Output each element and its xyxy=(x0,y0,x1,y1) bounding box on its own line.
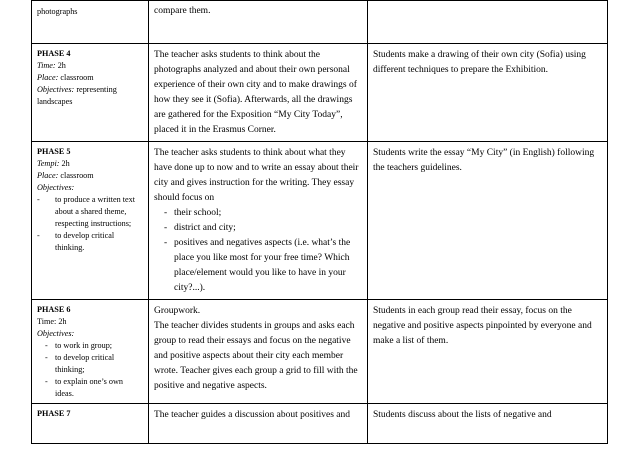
cell-phase xyxy=(32,142,149,300)
phase-objectives: Objectives: representing landscapes xyxy=(37,85,117,106)
cell-phase xyxy=(32,44,149,142)
objectives-list xyxy=(37,194,143,254)
cell-teacher xyxy=(149,404,368,444)
list-item: - their school; xyxy=(164,206,362,221)
list-item: - to produce a written text about a shared theme, respecting instructions; xyxy=(37,194,143,230)
phase-title: PHASE 4 xyxy=(37,49,71,58)
teacher-text: The teacher guides a discussion about positives and xyxy=(154,410,351,420)
cell-text: compare them. xyxy=(154,6,211,16)
phase-title: PHASE 7 xyxy=(37,409,71,418)
teacher-text: The teacher asks students to think about what they have done up to now and to write an essay about their city and gives instruction for the writing. They essay should focus on xyxy=(154,148,359,203)
table-row xyxy=(32,1,608,44)
cell-teacher xyxy=(149,44,368,142)
students-text: Students in each group read their essay, focus on the negative and positive aspects pinpointed by everyone and make a list of them. xyxy=(373,306,592,346)
list-item: - district and city; xyxy=(164,221,362,236)
phase-title: PHASE 5 xyxy=(37,147,71,156)
teacher-title: Groupwork. xyxy=(154,306,201,316)
cell-phase xyxy=(32,300,149,404)
cell-teacher xyxy=(149,300,368,404)
cell-phase xyxy=(32,404,149,444)
phase-place: Place: classroom xyxy=(37,73,94,82)
cell-students xyxy=(368,404,608,444)
table-row xyxy=(32,404,608,444)
cell-teacher xyxy=(149,1,368,44)
lesson-plan-table xyxy=(31,0,608,444)
phase-objectives-label: Objectives: xyxy=(37,183,75,192)
list-item: - to develop critical thinking; xyxy=(45,352,143,376)
students-text: Students make a drawing of their own city (Sofia) using different techniques to prepare the Exhibition. xyxy=(373,50,586,75)
list-item: - to develop critical thinking. xyxy=(37,230,143,254)
list-item: - to explain one’s own ideas. xyxy=(45,376,143,400)
cell-text: photographs xyxy=(37,7,78,16)
table-row xyxy=(32,142,608,300)
phase-place: Place: classroom xyxy=(37,171,94,180)
table-row xyxy=(32,300,608,404)
cell-teacher xyxy=(149,142,368,300)
teacher-focus-list xyxy=(154,206,362,296)
phase-title: PHASE 6 xyxy=(37,305,71,314)
cell-students xyxy=(368,300,608,404)
cell-students xyxy=(368,44,608,142)
cell-students xyxy=(368,1,608,44)
phase-time: Tempi: 2h xyxy=(37,159,70,168)
teacher-text: The teacher divides students in groups and asks each group to read their essays and focus on the negative and positive aspects about their city each member wrote. Teacher gives each group a grid to fill with the positive and negative aspects. xyxy=(154,321,358,391)
phase-time: Time: 2h xyxy=(37,317,67,326)
students-text: Students discuss about the lists of negative and xyxy=(373,410,552,420)
table-row xyxy=(32,44,608,142)
list-item: - positives and negatives aspects (i.e. what’s the place you like most for your free time? Which place/element would you like to have in your city?...). xyxy=(164,236,362,296)
list-item: - to work in group; xyxy=(45,340,143,352)
cell-phase xyxy=(32,1,149,44)
phase-objectives-label: Objectives: xyxy=(37,329,75,338)
phase-time: Time: 2h xyxy=(37,61,66,70)
students-text: Students write the essay “My City” (in English) following the teachers guidelines. xyxy=(373,148,595,173)
objectives-list xyxy=(37,340,143,400)
teacher-text: The teacher asks students to think about the photographs analyzed and about their own personal experience of their own city and to make drawings of how they see it (Sofia). Afterwards, all the drawings are gathered for the Exposition “My City Today”, placed it in the Erasmus Corner. xyxy=(154,50,357,135)
cell-students xyxy=(368,142,608,300)
